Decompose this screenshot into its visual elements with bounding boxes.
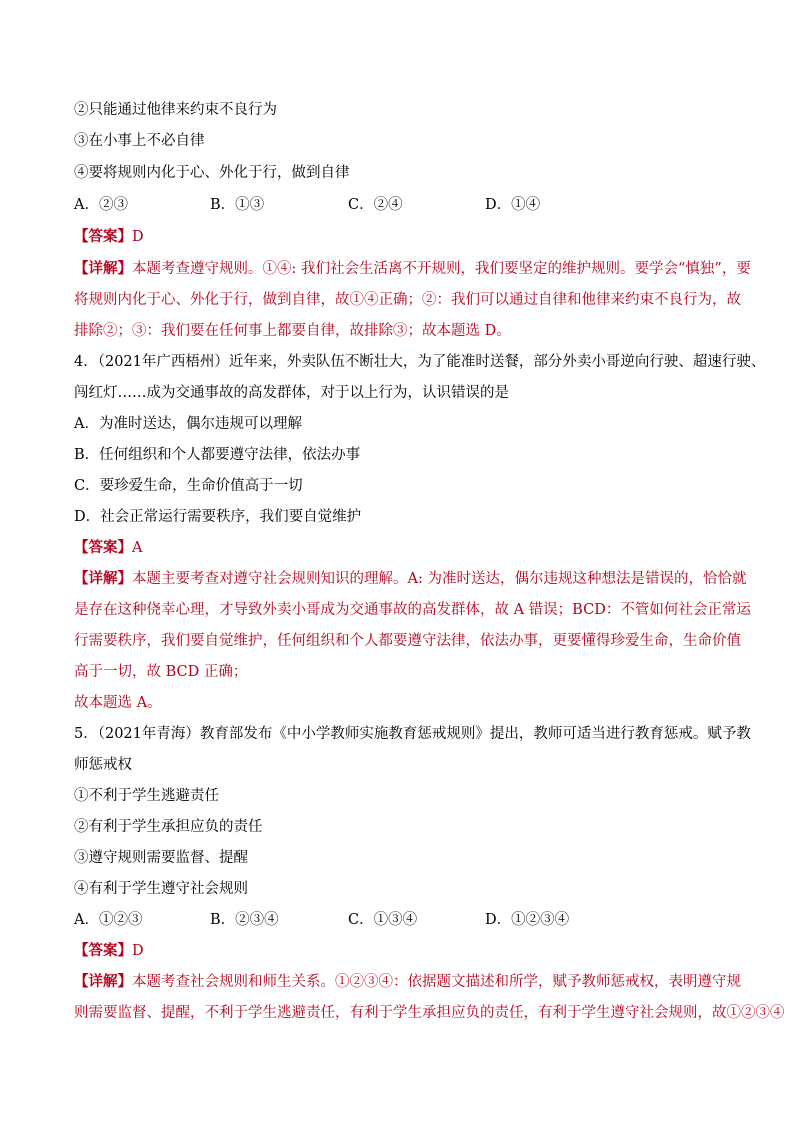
q4-stem-line-2: 闯红灯……成为交通事故的高发群体，对于以上行为，认识错误的是: [74, 385, 509, 401]
q4-option-c: C．要珍爱生命，生命价值高于一切: [74, 478, 303, 494]
q5-option-d: D．①②③④: [485, 912, 570, 928]
q5-option-b: B．②③④: [210, 912, 279, 928]
answer-label: 【答案】: [74, 539, 132, 556]
q4-detail-line-3: 行需要秩序，我们要自觉维护，任何组织和个人都要遵守法律，依法办事，更要懂得珍爱生命，生命价值: [74, 633, 741, 649]
q4-detail-line-1: [74, 569, 747, 589]
q4-option-b: B．任何组织和个人都要遵守法律，依法办事: [74, 447, 361, 463]
q3-option-a: A．②③: [74, 197, 128, 213]
q3-detail-line-2: 将规则内化于心、外化于行，做到自律，故①④正确；②：我们可以通过自律和他律来约束不良行为，故: [74, 292, 741, 308]
q3-answer: [74, 227, 724, 247]
q3-detail-line-1: [74, 259, 751, 279]
q5-stem-line-1: 5．（2021年青海）教育部发布《中小学教师实施教育惩戒规则》提出，教师可适当进行教育惩戒。赋予教: [74, 726, 751, 742]
detail-text: 本题考查社会规则和师生关系。①②③④：依据题文描述和所学，赋予教师惩戒权，表明遵守规: [132, 974, 741, 990]
answer-value: D: [132, 943, 144, 959]
answer-label: 【答案】: [74, 228, 132, 245]
q5-item-2: ②有利于学生承担应负的责任: [74, 819, 263, 835]
q5-option-a: A．①②③: [74, 912, 143, 928]
answer-label: 【答案】: [74, 942, 132, 959]
q3-option-b: B．①③: [210, 197, 265, 213]
q5-item-1: ①不利于学生逃避责任: [74, 788, 219, 804]
q4-answer: [74, 538, 724, 558]
q5-item-3: ③遵守规则需要监督、提醒: [74, 850, 248, 866]
q4-detail-line-4: 高于一切，故 BCD 正确；: [74, 664, 248, 680]
q3-option-d: D．①④: [485, 197, 541, 213]
q5-detail-line-1: [74, 972, 741, 992]
answer-value: A: [132, 540, 143, 556]
q4-stem-line-1: 4．（2021年广西梧州）近年来，外卖队伍不断壮大，为了能准时送餐，部分外卖小哥逆向行驶、超速行驶、: [74, 354, 766, 370]
detail-label: 【详解】: [74, 973, 132, 990]
q5-answer: [74, 941, 724, 961]
q4-option-a: A．为准时送达，偶尔违规可以理解: [74, 416, 302, 432]
q3-detail-line-3: 排除②；③：我们要在任何事上都要自律，故排除③；故本题选 D。: [74, 323, 511, 339]
q3-item-4: ④要将规则内化于心、外化于行，做到自律: [74, 165, 350, 181]
q5-stem-line-2: 师惩戒权: [74, 757, 132, 773]
detail-label: 【详解】: [74, 260, 132, 277]
q5-option-c: C．①③④: [348, 912, 418, 928]
q5-item-4: ④有利于学生遵守社会规则: [74, 881, 248, 897]
detail-text: 本题主要考查对遵守社会规则知识的理解。A: 为准时送达，偶尔违规这种想法是错误的，恰恰就: [132, 571, 747, 587]
answer-value: D: [132, 229, 144, 245]
detail-text: 本题考查遵守规则。①④: 我们社会生活离不开规则，我们要坚定的维护规则。要学会“慎独”，要: [132, 261, 751, 277]
q4-detail-line-2: 是存在这种侥幸心理，才导致外卖小哥成为交通事故的高发群体，故 A 错误；BCD：不管如何社会正常运: [74, 602, 751, 618]
q3-option-c: C．②④: [348, 197, 403, 213]
detail-label: 【详解】: [74, 570, 132, 587]
q4-detail-line-5: 故本题选 A。: [74, 695, 162, 711]
q3-item-2: ②只能通过他律来约束不良行为: [74, 102, 277, 118]
q4-option-d: D．社会正常运行需要秩序，我们要自觉维护: [74, 509, 362, 525]
q5-detail-line-2: 则需要监督、提醒，不利于学生逃避责任，有利于学生承担应负的责任，有利于学生遵守社会规则，故①②③④: [74, 1005, 785, 1021]
q3-item-3: ③在小事上不必自律: [74, 133, 205, 149]
